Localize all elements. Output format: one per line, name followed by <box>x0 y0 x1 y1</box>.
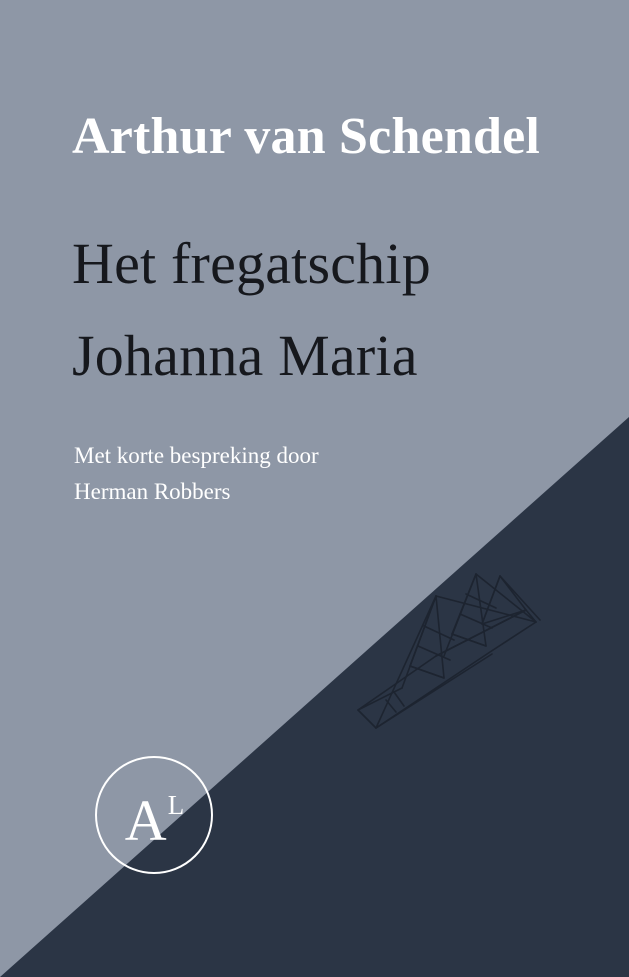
book-title-line-2: Johanna Maria <box>72 322 418 388</box>
book-title <box>72 218 592 401</box>
author-name: Arthur van Schendel <box>72 108 541 165</box>
logo-monogram <box>95 756 213 874</box>
logo-letter-l: L <box>167 789 185 820</box>
subtitle-line-2: Herman Robbers <box>74 478 231 504</box>
publisher-logo <box>95 756 213 874</box>
subtitle <box>74 438 534 509</box>
book-title-line-1: Het fregatschip <box>72 231 431 296</box>
logo-letter-a: A <box>124 788 167 853</box>
subtitle-line-1: Met korte bespreking door <box>74 443 319 468</box>
sailing-ship-icon <box>340 560 560 750</box>
